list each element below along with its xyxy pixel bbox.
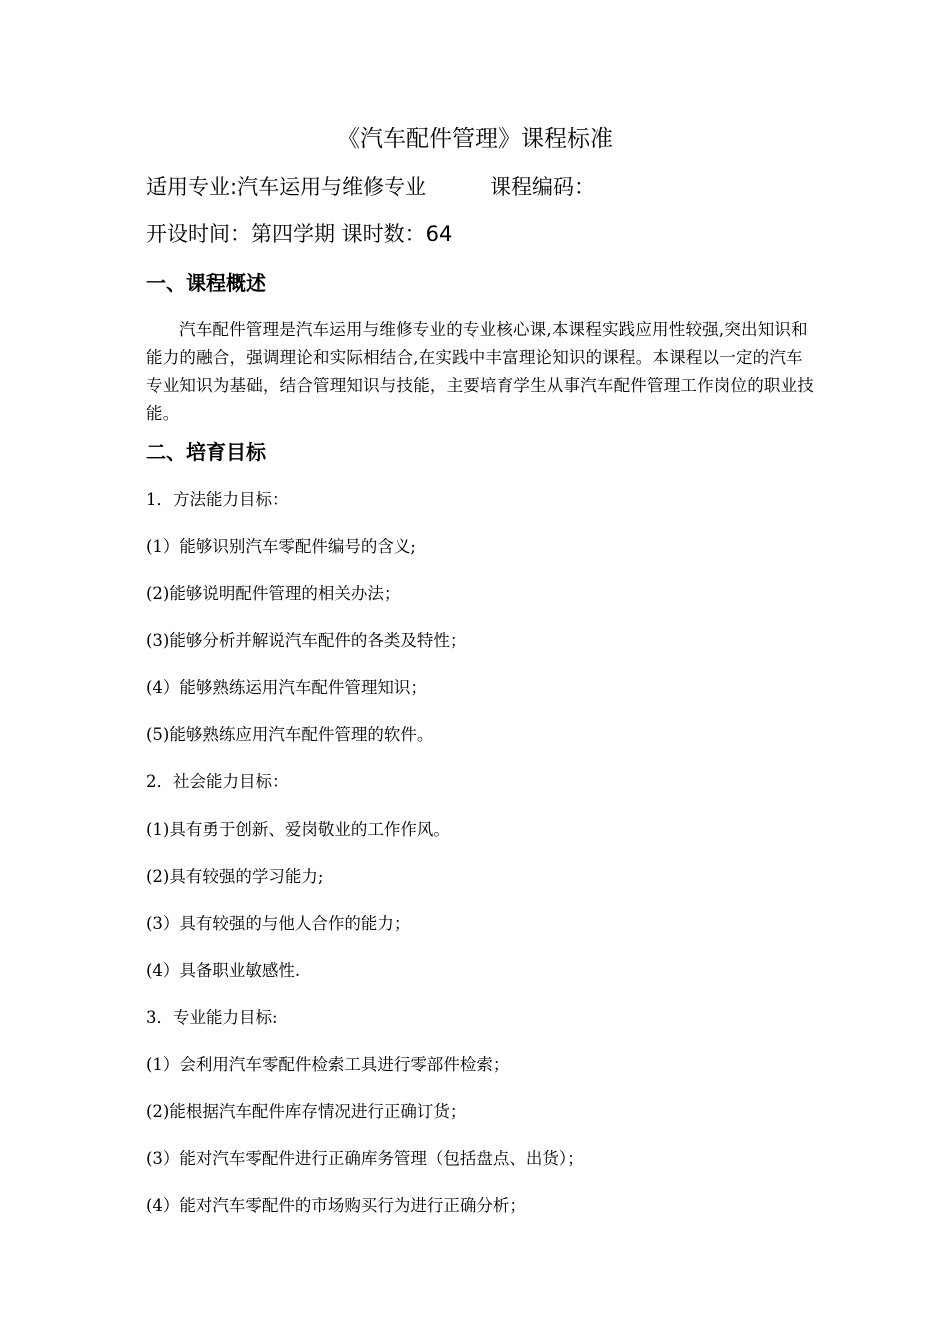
- goal-item: 3．专业能力目标:: [146, 1008, 278, 1027]
- section-heading-overview: 一、课程概述: [146, 271, 266, 295]
- goal-item: (4）能对汽车零配件的市场购买行为进行正确分析；: [146, 1196, 526, 1215]
- schedule-info: 开设时间：第四学期 课时数：64: [146, 222, 453, 246]
- goal-item: (1）会利用汽车零配件检索工具进行零部件检索；: [146, 1055, 510, 1074]
- goal-item: (4）能够熟练运用汽车配件管理知识；: [146, 678, 427, 697]
- goal-item: (1）能够识别汽车零配件编号的含义;: [146, 537, 416, 556]
- document-title: 《汽车配件管理》课程标准: [337, 126, 613, 152]
- goal-item: (2)能根据汽车配件库存情况进行正确订货；: [146, 1102, 467, 1121]
- course-code: 课程编码：: [490, 175, 595, 199]
- goal-item: (2)具有较强的学习能力;: [146, 867, 324, 886]
- goal-item: (1)具有勇于创新、爱岗敬业的工作作风。: [146, 820, 450, 839]
- goal-item: (3)能够分析并解说汽车配件的各类及特性；: [146, 631, 467, 650]
- applicable-major: 适用专业:汽车运用与维修专业: [146, 175, 427, 199]
- goal-item: (3）具有较强的与他人合作的能力；: [146, 914, 411, 933]
- overview-paragraph: 汽车配件管理是汽车运用与维修专业的专业核心课,本课程实践应用性较强,突出知识和能力的融合，强调理论和实际相结合,在实践中丰富理论知识的课程。本课程以一定的汽车专业知识为基础，结合管理知识与技能，主要培育学生从事汽车配件管理工作岗位的职业技能。: [146, 320, 814, 423]
- goal-item: (3）能对汽车零配件进行正确库务管理（包括盘点、出货）；: [146, 1149, 584, 1168]
- goal-item: (5)能够熟练应用汽车配件管理的软件。: [146, 725, 434, 744]
- section-heading-goals: 二、培育目标: [146, 440, 266, 464]
- goal-item: (4）具备职业敏感性.: [146, 961, 301, 980]
- goal-item: (2)能够说明配件管理的相关办法；: [146, 584, 401, 603]
- goal-item: 2．社会能力目标：: [146, 772, 289, 791]
- goal-item: 1．方法能力目标：: [146, 490, 289, 509]
